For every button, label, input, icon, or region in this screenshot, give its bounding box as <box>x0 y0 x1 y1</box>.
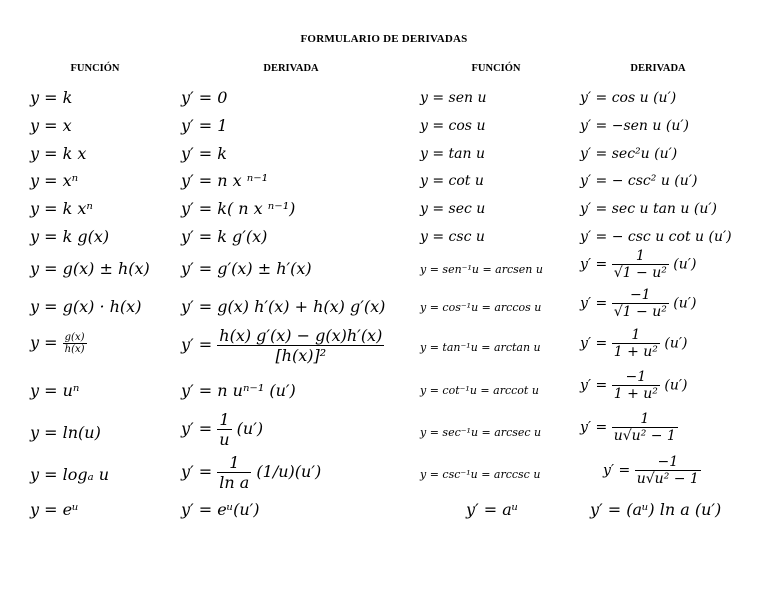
function-sec: y = sec u <box>420 201 486 217</box>
derivative-product: y′ = g(x) h′(x) + h(x) g′(x) <box>181 297 386 316</box>
header-funcion-left: FUNCIÓN <box>70 63 120 74</box>
function-un: y = uⁿ <box>30 381 80 400</box>
function-kg: y = k g(x) <box>30 227 110 246</box>
derivative-cot: y′ = − csc² u (u′) <box>580 173 698 189</box>
header-funcion-right: FUNCIÓN <box>471 63 521 74</box>
derivative-kx: y′ = k <box>181 144 227 163</box>
function-xn: y = xⁿ <box>30 171 79 190</box>
derivative-un: y′ = n uⁿ⁻¹ (u′) <box>181 381 296 400</box>
function-arctan: y = tan⁻¹u = arctan u <box>420 341 541 354</box>
function-au: y′ = aᵘ <box>466 500 519 519</box>
derivative-constant: y′ = 0 <box>181 88 228 107</box>
derivative-au: y′ = (aᵘ) ln a (u′) <box>590 500 722 519</box>
function-arccsc: y = csc⁻¹u = arccsc u <box>420 468 541 481</box>
function-sum: y = g(x) ± h(x) <box>30 259 150 278</box>
function-kxn: y = k xⁿ <box>30 199 93 218</box>
derivative-csc: y′ = − csc u cot u (u′) <box>580 229 732 245</box>
function-exp: y = eᵘ <box>30 500 79 519</box>
derivative-arccos: y′ = $\frac{-1}{\text{√1 − u²}}$ (u′) <box>580 287 697 320</box>
derivative-arcsen: y′ = $\frac{1}{\text{√1 − u²}}$ (u′) <box>580 248 697 281</box>
derivative-x: y′ = 1 <box>181 116 228 135</box>
derivative-tan: y′ = sec²u (u′) <box>580 146 678 162</box>
function-arccot: y = cot⁻¹u = arccot u <box>420 384 539 397</box>
derivative-arcsec: y′ = $\frac{1}{\text{u√u² − 1}}$ <box>580 411 676 444</box>
derivative-kxn: y′ = k( n x ⁿ⁻¹) <box>181 199 296 218</box>
header-derivada-right: DERIVADA <box>630 63 686 74</box>
function-product: y = g(x) · h(x) <box>30 297 142 316</box>
derivative-xn: y′ = n x ⁿ⁻¹ <box>181 171 269 190</box>
function-quotient: y = $\frac{g(x)}{h(x)}$ <box>30 332 85 355</box>
function-x: y = x <box>30 116 72 135</box>
function-constant: y = k <box>30 88 73 107</box>
function-ln: y = ln(u) <box>30 423 101 442</box>
function-sen: y = sen u <box>420 90 487 106</box>
derivative-exp: y′ = eᵘ(u′) <box>181 500 260 519</box>
function-arccos: y = cos⁻¹u = arccos u <box>420 301 542 314</box>
function-log: y = logₐ u <box>30 465 110 484</box>
derivative-log: y′ = $\frac{1}{\text{ln a}}$ (1/u)(u′) <box>181 453 322 492</box>
function-arcsec: y = sec⁻¹u = arcsec u <box>420 426 542 439</box>
function-kx: y = k x <box>30 144 87 163</box>
function-cos: y = cos u <box>420 118 486 134</box>
derivative-quotient: y′ = $\frac{h(x) g'(x) - g(x)h'(x)}{\text{[h(x)]²}}$ <box>181 326 383 365</box>
derivative-cos: y′ = −sen u (u′) <box>580 118 689 134</box>
derivative-kg: y′ = k g′(x) <box>181 227 268 246</box>
function-arcsen: y = sen⁻¹u = arcsen u <box>420 263 543 276</box>
function-cot: y = cot u <box>420 173 484 189</box>
derivative-sen: y′ = cos u (u′) <box>580 90 677 106</box>
derivative-sec: y′ = sec u tan u (u′) <box>580 201 717 217</box>
header-derivada-left: DERIVADA <box>263 63 319 74</box>
function-csc: y = csc u <box>420 229 485 245</box>
derivative-arccsc: y′ = $\frac{-1}{\text{u√u² − 1}}$ <box>603 454 699 487</box>
function-tan: y = tan u <box>420 146 485 162</box>
derivative-sum: y′ = g′(x) ± h′(x) <box>181 259 312 278</box>
derivative-arctan: y′ = $\frac{1}{\text{1 + u²}}$ (u′) <box>580 327 688 360</box>
page-title: FORMULARIO DE DERIVADAS <box>300 33 468 45</box>
derivative-ln: y′ = $\frac{1}{u}$ (u′) <box>181 410 264 449</box>
derivative-arccot: y′ = $\frac{-1}{\text{1 + u²}}$ (u′) <box>580 369 688 402</box>
